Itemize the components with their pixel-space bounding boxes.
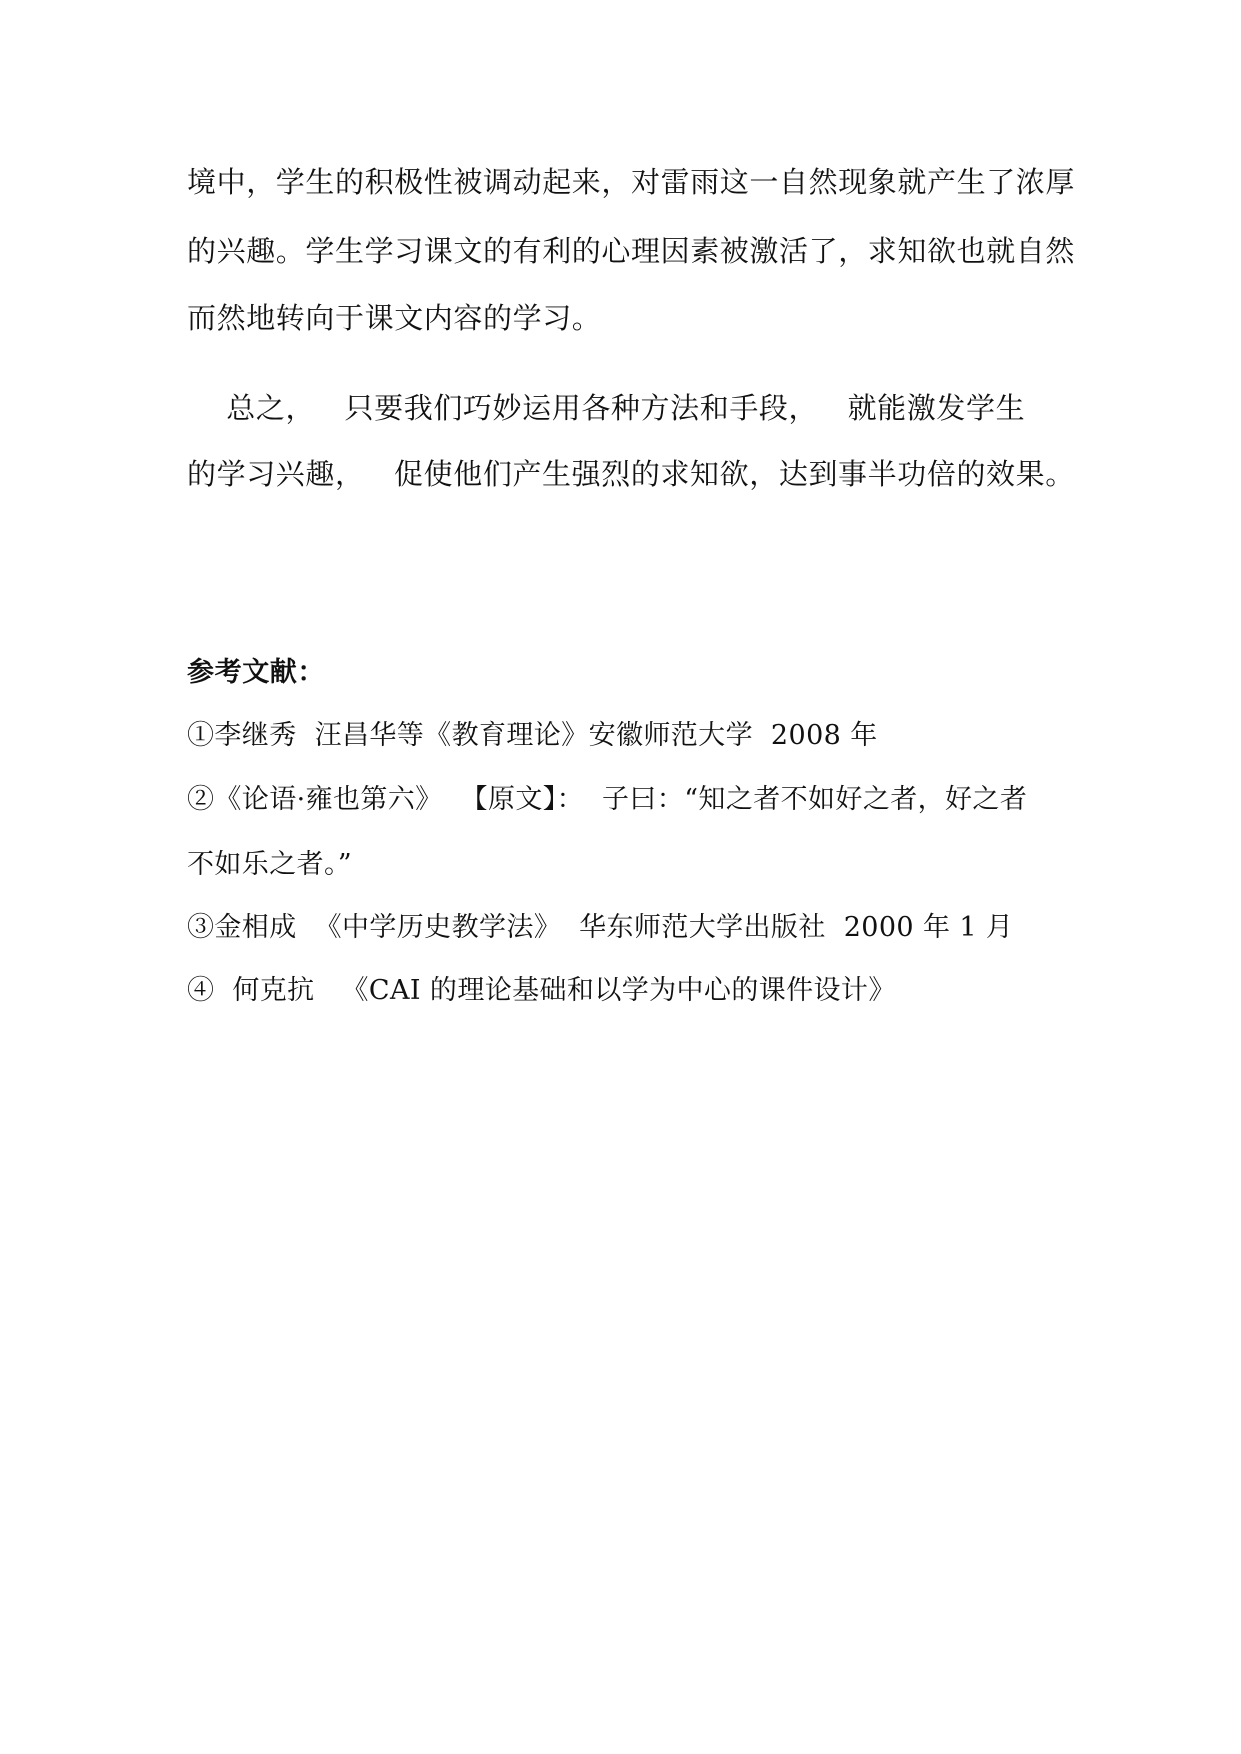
reference-item-continuation: 不如乐之者。”	[187, 849, 353, 880]
reference-item: ③金相成 《中学历史教学法》 华东师范大学出版社 2000 年 1 月	[187, 912, 1014, 943]
body-text-line: 总之， 只要我们巧妙运用各种方法和手段， 就能激发学生	[187, 391, 1026, 425]
reference-item: ④ 何克抗 《CAI 的理论基础和以学为中心的课件设计》	[187, 975, 896, 1006]
reference-item: ②《论语·雍也第六》 【原文】： 子曰：“知之者不如好之者，好之者	[187, 784, 1028, 815]
body-text-line: 的兴趣。学生学习课文的有利的心理因素被激活了，求知欲也就自然	[187, 234, 1076, 268]
references-heading: 参考文献：	[187, 657, 325, 688]
body-text-line: 而然地转向于课文内容的学习。	[187, 301, 602, 335]
body-text-line: 境中，学生的积极性被调动起来，对雷雨这一自然现象就产生了浓厚	[187, 165, 1076, 199]
reference-item: ①李继秀 汪昌华等《教育理论》安徽师范大学 2008 年	[187, 720, 878, 751]
body-text-line: 的学习兴趣， 促使他们产生强烈的求知欲，达到事半功倍的效果。	[187, 457, 1075, 491]
